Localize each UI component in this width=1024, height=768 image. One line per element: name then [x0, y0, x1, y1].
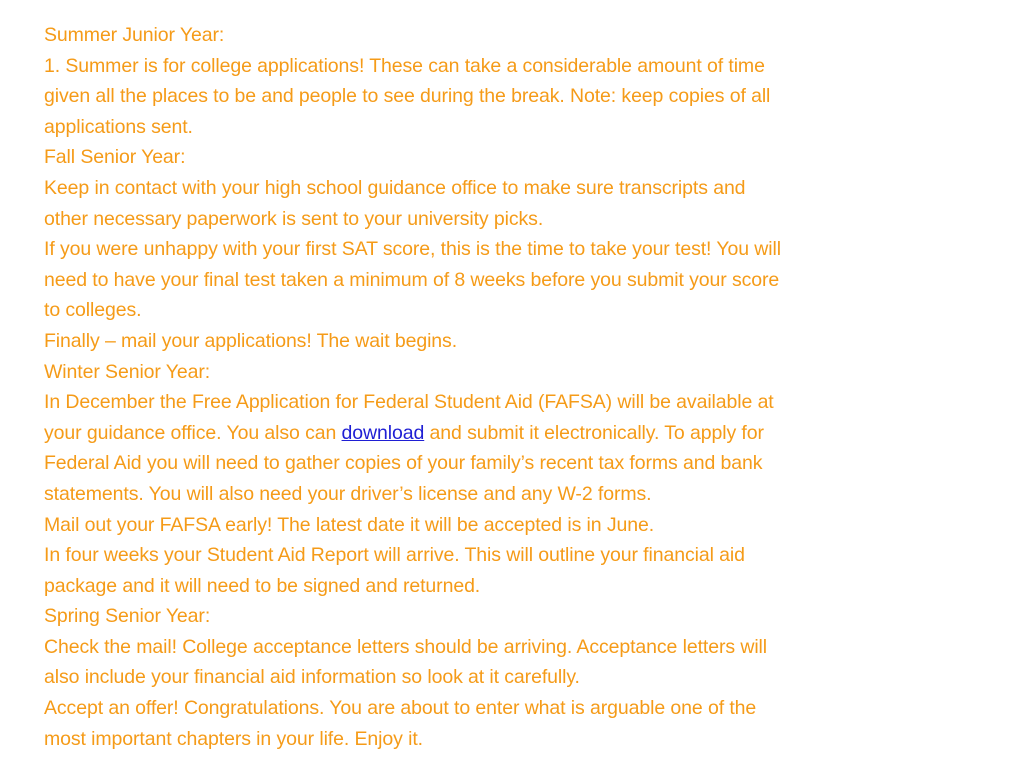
text-line: 1. Summer is for college applications! These can take a considerable amount of time [44, 54, 765, 77]
text-line: to colleges. [44, 299, 142, 322]
text-line: most important chapters in your life. Enjoy it. [44, 727, 423, 750]
text-line: also include your financial aid information so look at it carefully. [44, 666, 580, 689]
text-line: statements. You will also need your driver’s license and any W-2 forms. [44, 482, 652, 505]
heading-spring-senior-year: Spring Senior Year: [44, 605, 211, 628]
text-line: need to have your final test taken a minimum of 8 weeks before you submit your score [44, 268, 780, 291]
text-line: given all the places to be and people to see during the break. Note: keep copies of all [44, 85, 771, 108]
text-line: package and it will need to be signed and returned. [44, 574, 481, 597]
heading-summer-junior-year: Summer Junior Year: [44, 24, 225, 46]
heading-winter-senior-year: Winter Senior Year: [44, 360, 211, 383]
text-line: applications sent. [44, 115, 193, 138]
text-line: Accept an offer! Congratulations. You are about to enter what is arguable one of the [44, 697, 757, 720]
text-line-with-link [44, 418, 984, 449]
text-line: Federal Aid you will need to gather copies of your family’s recent tax forms and bank [44, 452, 763, 475]
text-segment: your guidance office. You also can [44, 421, 342, 444]
text-line: If you were unhappy with your first SAT score, this is the time to take your test! You will [44, 238, 781, 261]
heading-fall-senior-year: Fall Senior Year: [44, 146, 186, 169]
text-line: Keep in contact with your high school guidance office to make sure transcripts and [44, 176, 746, 199]
text-segment: and submit it electronically. To apply for [424, 421, 764, 444]
download-link[interactable]: download [341, 421, 425, 444]
text-line: Finally – mail your applications! The wait begins. [44, 329, 458, 352]
text-line: In four weeks your Student Aid Report will arrive. This will outline your financial aid [44, 544, 745, 567]
text-line: other necessary paperwork is sent to your university picks. [44, 207, 544, 230]
text-line: Mail out your FAFSA early! The latest date it will be accepted is in June. [44, 513, 655, 536]
text-line: Check the mail! College acceptance letters should be arriving. Acceptance letters will [44, 635, 768, 658]
text-line: In December the Free Application for Federal Student Aid (FAFSA) will be available at [44, 391, 774, 414]
